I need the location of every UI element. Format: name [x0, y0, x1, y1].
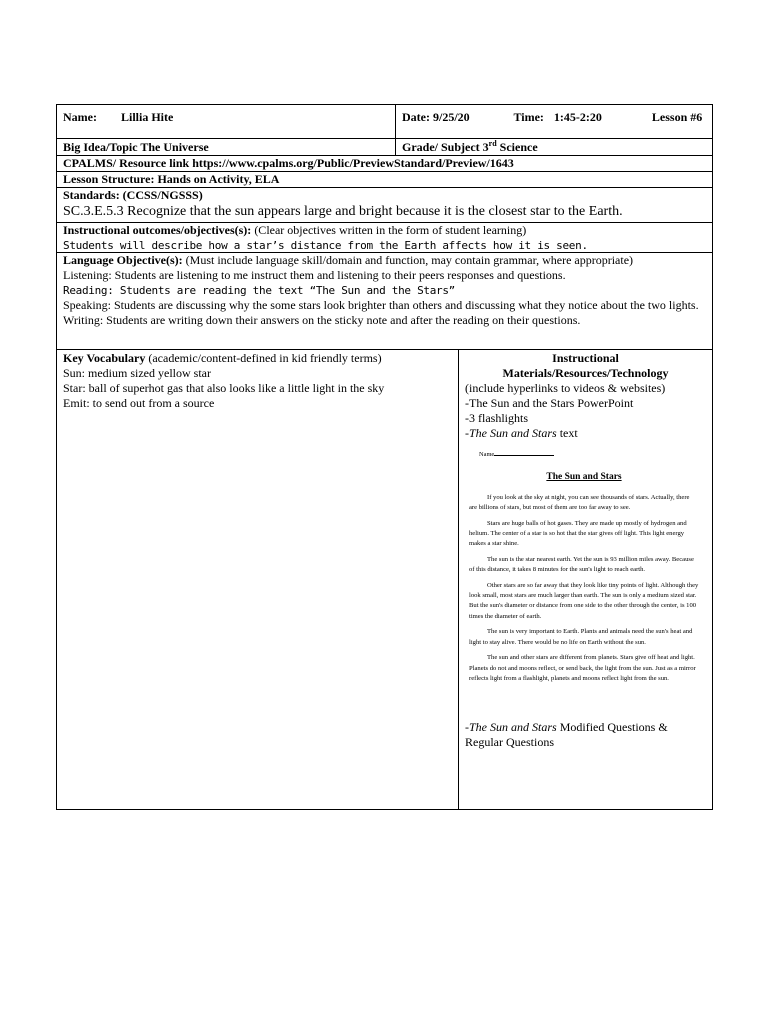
cpalms-row — [56, 156, 713, 172]
worksheet-paragraph: The sun is very important to Earth. Plants and animals need the sun's heat and light to stay alive. There would be no life on Earth without the sun. — [469, 628, 693, 646]
cpalms-link[interactable]: CPALMS/ Resource link https://www.cpalms.org/Public/PreviewStandard/Preview/1643 — [63, 156, 514, 170]
worksheet-paragraph: Other stars are so far away that they look like tiny points of light. Although they look small, most stars are much larger than earth. The sun is only a medium sized star. But the sun's diameter or distance from one side to the other through the center, is 100 times the diameter of earth. — [469, 581, 699, 620]
lesson-plan-document — [56, 104, 713, 810]
lesson-structure-text: Lesson Structure: Hands on Activity, ELA — [63, 172, 280, 186]
worksheet-paragraph: The sun is the star nearest earth. Yet the sun is 93 million miles away. Because of this distance, it takes 8 minutes for the sun's light to reach earth. — [469, 555, 694, 574]
materials-item-powerpoint: -The Sun and the Stars PowerPoint — [465, 396, 634, 410]
worksheet-image — [469, 450, 699, 684]
name-cell — [57, 105, 396, 138]
time-value: 1:45-2:20 — [553, 110, 602, 124]
vocab-item: Sun: medium sized yellow star — [63, 366, 211, 380]
outcomes-note: (Clear objectives written in the form of student learning) — [251, 223, 527, 237]
language-label: Language Objective(s): — [63, 253, 183, 267]
writing-text: Writing: Students are writing down their answers on the sticky note and after the reading on their questions. — [63, 313, 581, 327]
materials-item-flashlights: -3 flashlights — [465, 411, 528, 425]
vocab-label: Key Vocabulary — [63, 351, 146, 365]
worksheet-paragraph: If you look at the sky at night, you can see thousands of stars. Actually, there are billions of stars, but most of them are too far away to see. — [469, 493, 690, 512]
grade-suffix: Science — [496, 140, 538, 154]
speaking-text: Speaking: Students are discussing why the some stars look brighter than others and discussing what they notice about the two lights. — [63, 298, 699, 312]
worksheet-title: The Sun and Stars — [546, 472, 622, 483]
language-note: (Must include language skill/domain and function, may contain grammar, where appropriate) — [182, 253, 634, 267]
worksheet-paragraph: Stars are huge balls of hot gases. They are made up mostly of hydrogen and helium. The center of a star is so hot that the star gives off light. This light energy makes a star shine. — [469, 519, 687, 548]
outcomes-row — [56, 223, 713, 253]
name-value: Lillia Hite — [120, 110, 174, 124]
listening-text: Listening: Students are listening to me instruct them and listening to their peers responses and questions. — [63, 268, 566, 282]
standards-text: SC.3.E.5.3 Recognize that the sun appears large and bright because it is the closest star to the Earth. — [63, 204, 623, 219]
name-label: Name: — [63, 110, 97, 124]
outcomes-label: Instructional outcomes/objectives(s): — [63, 223, 252, 237]
language-objectives-row — [56, 253, 713, 350]
reading-text: Reading: Students are reading the text “The Sun and the Stars” — [63, 284, 455, 297]
materials-title-line1: Instructional — [552, 351, 619, 365]
materials-item-questions: -The Sun and Stars Modified Questions & Regular Questions — [465, 720, 668, 750]
materials-title-line2: Materials/Resources/Technology — [502, 366, 669, 380]
grade-prefix: Grade/ Subject 3 — [402, 140, 489, 154]
standards-row — [56, 188, 713, 223]
lesson-structure-row — [56, 172, 713, 188]
header-row — [56, 104, 713, 139]
worksheet-paragraph: The sun and other stars are different from planets. Stars give off heat and light. Planets do not and moons reflect, or send back, the light from the sun. Just as a mirror reflects light from a flashlight, planets and moons reflect light from the sun. — [469, 654, 696, 682]
vocab-item: Emit: to send out from a source — [63, 396, 215, 410]
time-label: Time: — [513, 110, 544, 124]
vocab-item: Star: ball of superhot gas that also looks like a little light in the sky — [63, 381, 385, 395]
topic-row — [56, 139, 713, 156]
materials-cell — [459, 350, 712, 809]
big-idea-cell — [57, 139, 396, 155]
vocab-cell — [57, 350, 459, 809]
outcomes-text: Students will describe how a star’s distance from the Earth affects how it is seen. — [63, 239, 588, 252]
worksheet-name-line: Name — [479, 450, 699, 460]
big-idea-text: Big Idea/Topic The Universe — [63, 140, 209, 154]
vocab-materials-row — [56, 350, 713, 810]
grade-subject-cell — [396, 139, 712, 155]
lesson-label: Lesson #6 — [651, 110, 703, 124]
date-time-lesson-cell — [396, 105, 712, 138]
standards-label: Standards: (CCSS/NGSSS) — [63, 188, 203, 202]
materials-note: (include hyperlinks to videos & websites) — [465, 381, 666, 395]
grade-sup: rd — [488, 139, 497, 148]
date-label: Date: 9/25/20 — [402, 110, 470, 124]
materials-item-text: -The Sun and Stars text — [465, 426, 578, 440]
vocab-note: (academic/content-defined in kid friendly terms) — [145, 351, 382, 365]
